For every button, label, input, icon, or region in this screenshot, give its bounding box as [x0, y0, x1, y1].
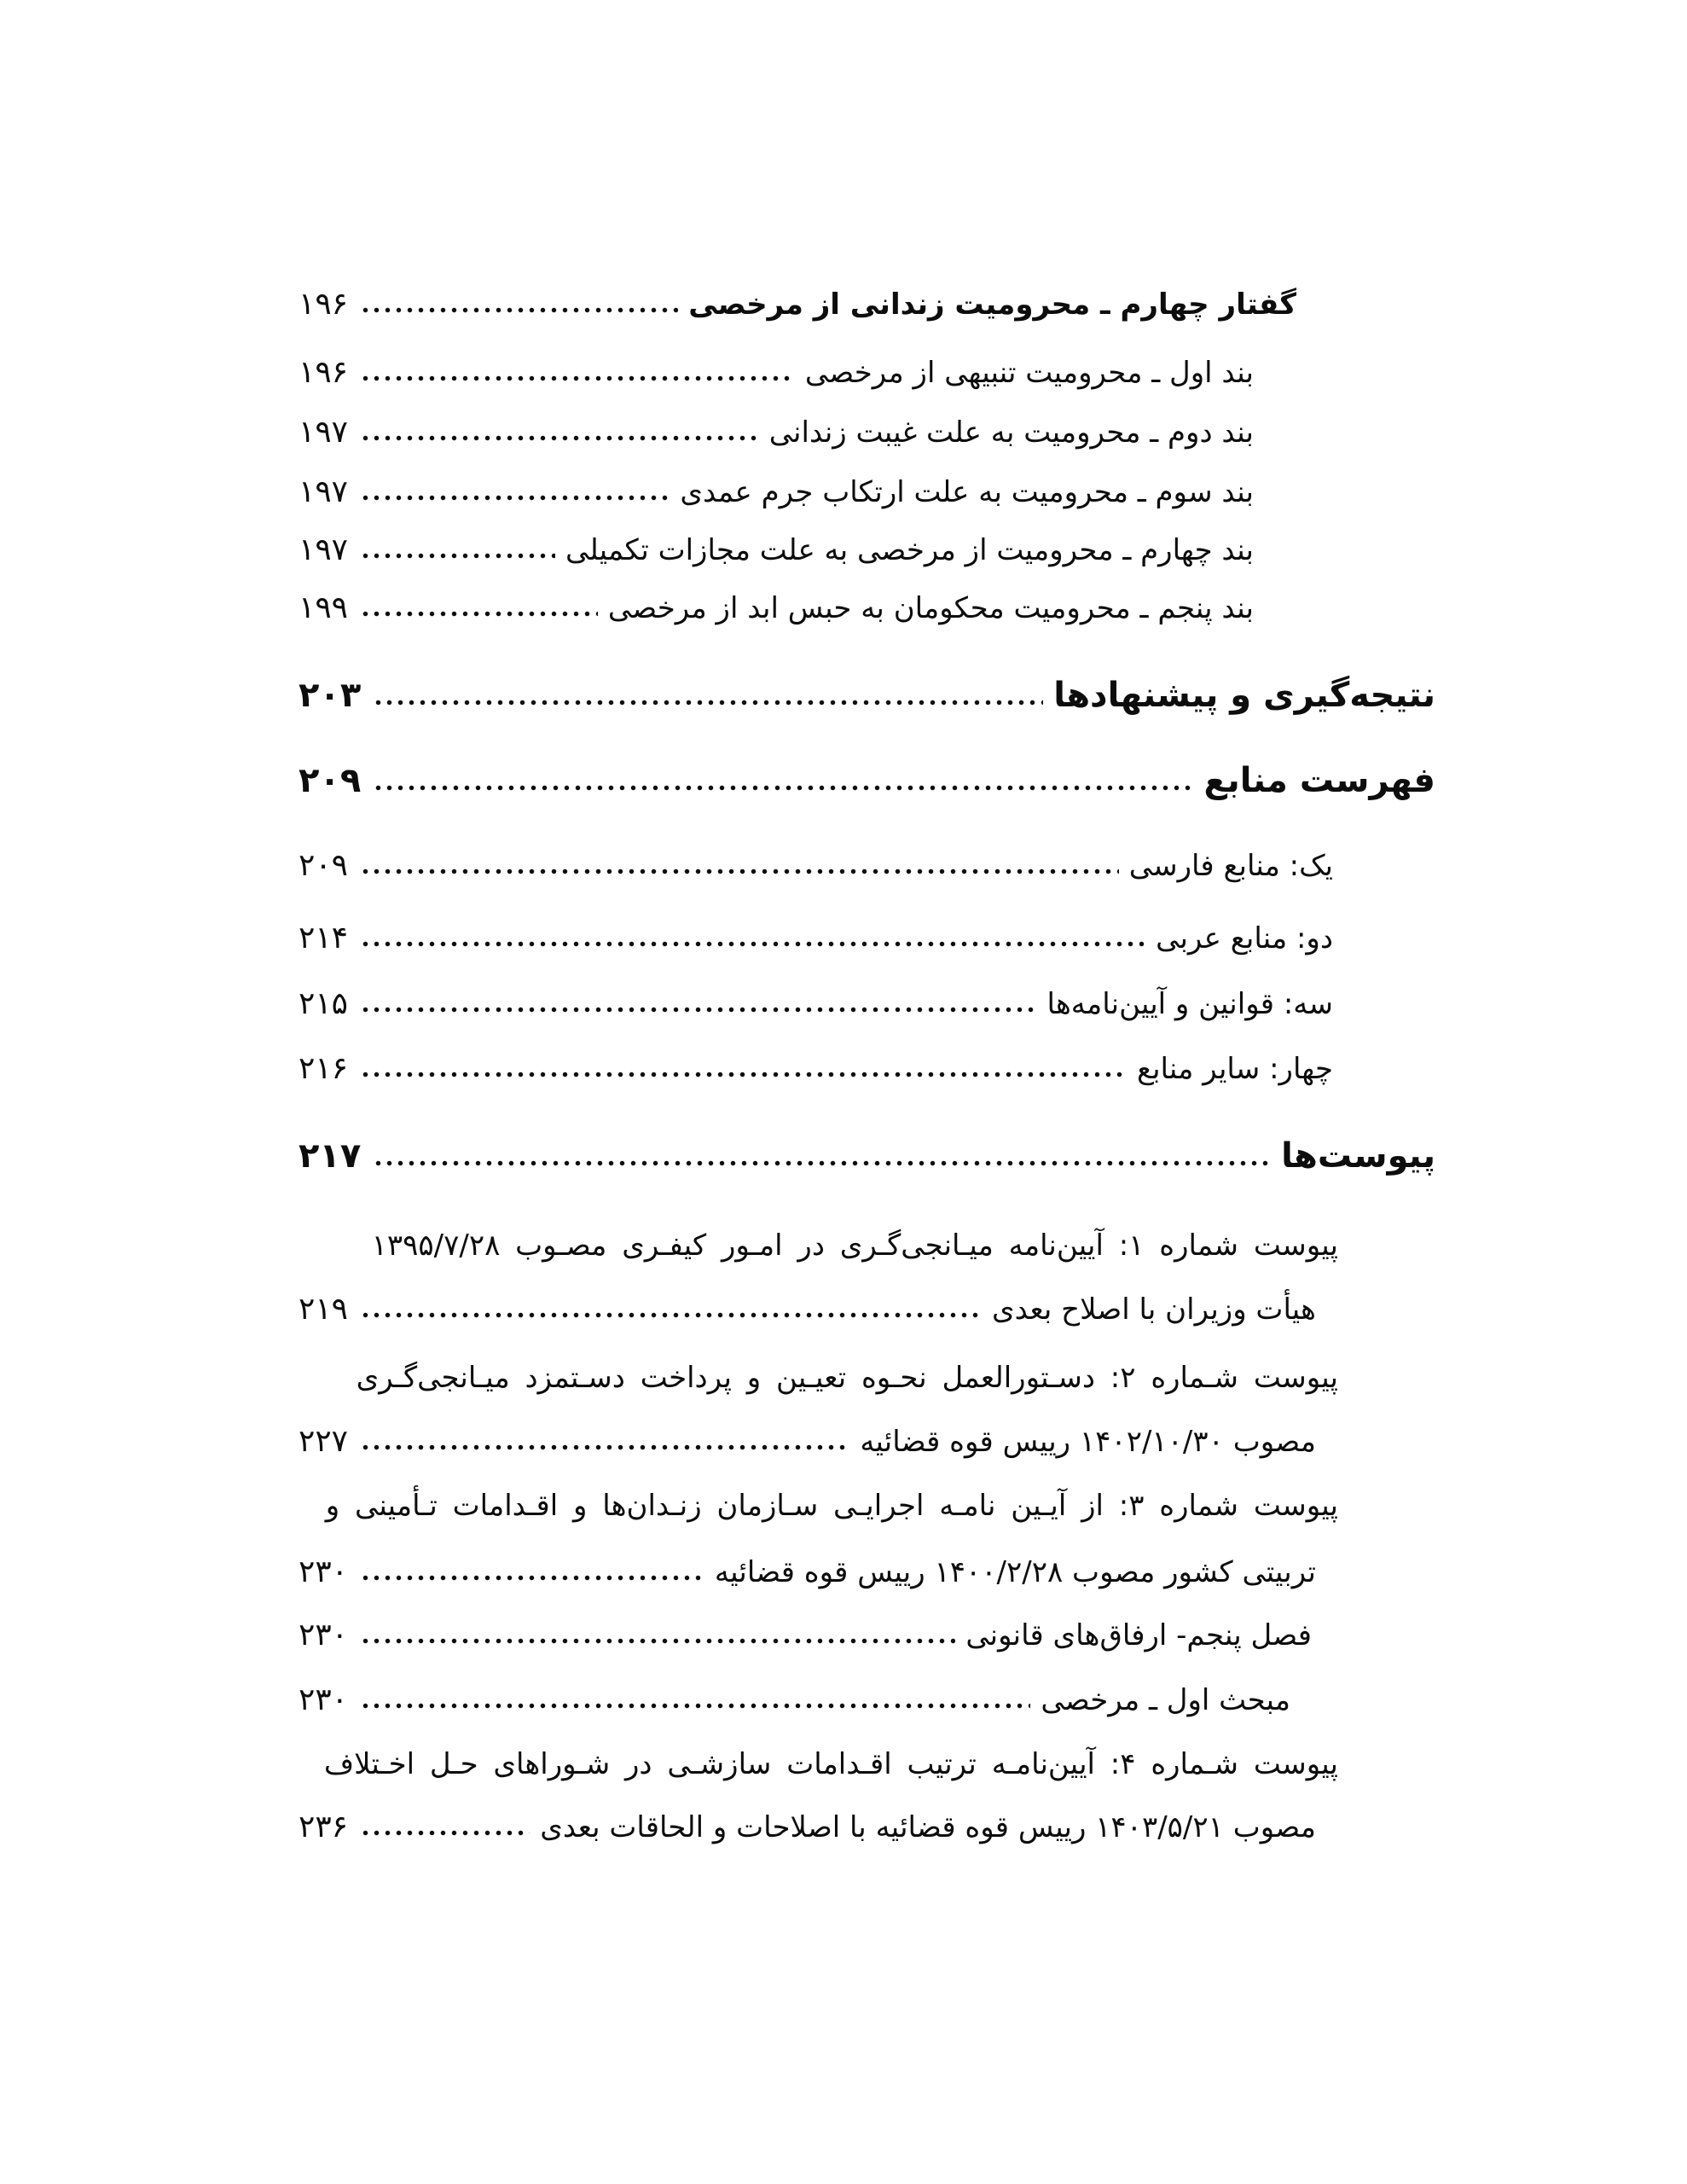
- toc-row: [337, 1348, 1338, 1408]
- toc-entry-page: ۲۰۳: [299, 676, 362, 715]
- dot-leader: [360, 434, 759, 442]
- toc-entry-title: چهار: سایر منابع: [1137, 1052, 1333, 1086]
- toc-entry-page: ۲۱۵: [299, 986, 349, 1021]
- toc-entry-page: ۲۳۰: [299, 1682, 349, 1717]
- toc-entry-title: بند اول ـ محرومیت تنبیهی از مرخصی: [804, 356, 1254, 390]
- toc-row: [299, 578, 1254, 638]
- dot-leader: [360, 1702, 1030, 1710]
- toc-entry-page: ۱۹۷: [299, 415, 349, 450]
- toc-row: [323, 1734, 1338, 1794]
- toc-row: [299, 343, 1254, 403]
- toc-entry-page: ۱۹۹: [299, 590, 349, 625]
- dot-leader: [360, 1006, 1037, 1014]
- dot-leader: [360, 1443, 849, 1451]
- toc-entry-page: ۲۰۹: [299, 848, 349, 883]
- toc-row: [299, 661, 1435, 729]
- toc-entry-page: ۲۱۹: [299, 1292, 349, 1327]
- toc-row: [299, 974, 1333, 1034]
- toc-entry-page: ۱۹۷: [299, 532, 349, 567]
- toc-entry-page: ۲۳۰: [299, 1618, 349, 1653]
- toc-entry-page: ۲۱۴: [299, 921, 349, 956]
- toc-entry-title: بند سوم ـ محرومیت به علت ارتکاب جرم عمدی: [680, 475, 1254, 509]
- dot-leader: [360, 552, 555, 560]
- toc-entry-page: ۲۰۹: [299, 761, 362, 800]
- dot-leader: [360, 610, 598, 618]
- dot-leader: [373, 1159, 1271, 1167]
- dot-leader: [360, 1637, 955, 1645]
- toc-entry-title: پیوست شـماره ۴: آیین‌نامـه ترتیب اقـدامات سازشـی در شـوراهای حـل اخـتلاف: [323, 1747, 1338, 1781]
- toc-entry-page: ۱۹۶: [299, 355, 349, 390]
- toc-entry-page: ۲۳۶: [299, 1809, 349, 1844]
- dot-leader: [373, 699, 1043, 706]
- toc-row: [299, 1670, 1290, 1730]
- dot-leader: [360, 306, 678, 314]
- dot-leader: [373, 784, 1193, 792]
- toc-entry-title: بند دوم ـ محرومیت به علت غیبت زندانی: [768, 415, 1254, 450]
- toc-row: [299, 462, 1254, 522]
- toc-row: [337, 1216, 1338, 1275]
- toc-entry-page: ۱۹۶: [299, 287, 349, 322]
- dot-leader: [360, 1574, 704, 1582]
- toc-entry-title: فصل پنجم- ارفاق‌های قانونی: [965, 1618, 1312, 1653]
- toc-entry-title: یک: منابع فارسی: [1128, 849, 1333, 883]
- toc-entry-title: مصوب ۱۴۰۲/۱۰/۳۰ رییس قوه قضائیه: [860, 1425, 1316, 1459]
- toc-row: [299, 1542, 1316, 1602]
- toc-entry-title: فهرست منابع: [1203, 761, 1435, 800]
- dot-leader: [360, 1071, 1127, 1078]
- toc-entry-title: تربیتی کشور مصوب ۱۴۰۰/۲/۲۸ رییس قوه قضائیه: [714, 1555, 1316, 1589]
- toc-entry-title: هیأت وزیران با اصلاح بعدی: [992, 1292, 1316, 1327]
- toc-row: [299, 403, 1254, 462]
- toc-entry-title: پیوست شـماره ۲: دسـتورالعمل نحـوه تعیـین و پرداخت دسـتمزد میـانجی‌گـری: [356, 1361, 1338, 1395]
- toc-entry-title: مبحث اول ـ مرخصی: [1041, 1683, 1290, 1717]
- toc-row: [325, 1476, 1338, 1536]
- toc-row: [299, 1412, 1316, 1472]
- toc-entry-page: ۲۲۷: [299, 1424, 349, 1459]
- dot-leader: [360, 868, 1119, 875]
- toc-row: [299, 275, 1296, 334]
- toc-entry-title: نتیجه‌گیری و پیشنهادها: [1053, 676, 1435, 715]
- toc-row: [299, 520, 1254, 580]
- dot-leader: [360, 494, 670, 502]
- toc-entry-title: بند چهارم ـ محرومیت از مرخصی به علت مجازات تکمیلی: [565, 533, 1254, 567]
- dot-leader: [360, 375, 795, 382]
- toc-row: [299, 1798, 1316, 1857]
- dot-leader: [360, 1829, 530, 1837]
- toc-entry-page: ۲۱۷: [299, 1136, 362, 1176]
- toc-entry-title: سه: قوانین و آیین‌نامه‌ها: [1046, 987, 1333, 1021]
- toc-row: [299, 909, 1333, 968]
- toc-entry-page: ۱۹۷: [299, 474, 349, 509]
- toc-entry-page: ۲۳۰: [299, 1554, 349, 1589]
- toc-entry-title: گفتار چهارم ـ محرومیت زندانی از مرخصی: [688, 288, 1296, 322]
- toc-row: [299, 1122, 1435, 1190]
- toc-entry-title: پیوست شماره ۳: از آیـین نامـه اجرایـی سـازمان زنـدان‌ها و اقـدامات تـأمینی و: [325, 1489, 1338, 1523]
- toc-entry-title: بند پنجم ـ محرومیت محکومان به حبس ابد از مرخصی: [607, 591, 1254, 625]
- toc-row: [299, 1039, 1333, 1099]
- toc-entry-title: مصوب ۱۴۰۳/۵/۲۱ رییس قوه قضائیه با اصلاحات و الحاقات بعدی: [540, 1810, 1316, 1844]
- toc-row: [299, 1280, 1316, 1339]
- toc-entry-title: پیوست‌ها: [1281, 1136, 1435, 1176]
- toc-row: [299, 836, 1333, 896]
- toc-entry-title: پیوست شماره ۱: آیین‌نامه میـانجی‌گـری در امـور کیفـری مصـوب ۱۳۹۵/۷/۲۸: [371, 1228, 1338, 1263]
- dot-leader: [360, 940, 1145, 948]
- dot-leader: [360, 1311, 982, 1319]
- toc-entry-page: ۲۱۶: [299, 1051, 349, 1086]
- toc-entry-title: دو: منابع عربی: [1156, 921, 1333, 956]
- toc-row: [299, 1606, 1312, 1665]
- toc-row: [299, 746, 1435, 815]
